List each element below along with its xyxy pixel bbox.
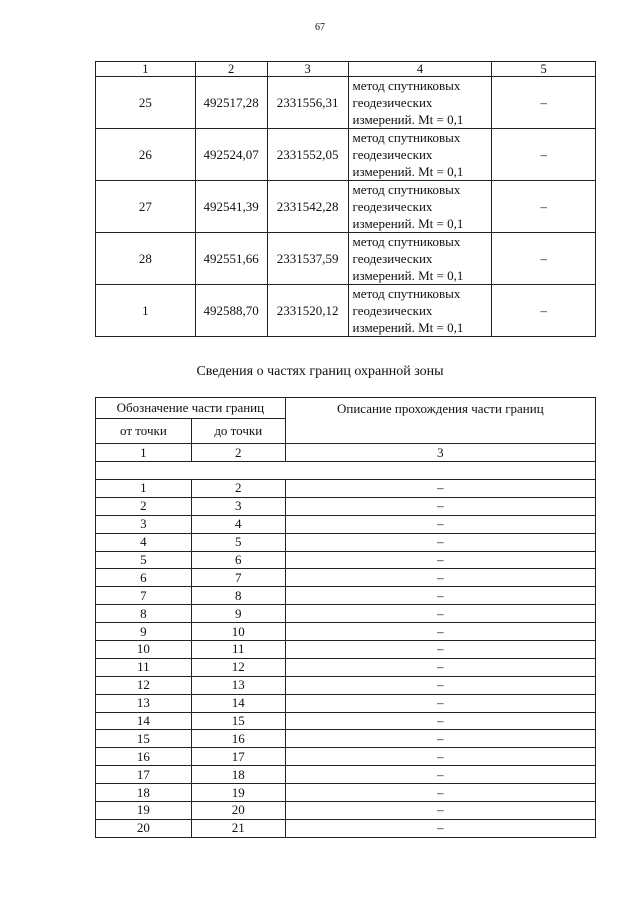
y-coordinate: 2331556,31: [267, 77, 348, 129]
table-row: [96, 77, 596, 129]
boundary-description: –: [285, 515, 595, 533]
coordinates-table-header-row: [96, 62, 596, 77]
x-coordinate: 492524,07: [195, 129, 267, 181]
to-point: 7: [191, 569, 285, 587]
boundary-description: –: [285, 623, 595, 641]
from-point: 6: [96, 569, 192, 587]
method-description: [348, 233, 492, 285]
table-row: [96, 748, 596, 766]
y-coordinate: 2331542,28: [267, 181, 348, 233]
point-number: 25: [96, 77, 196, 129]
method-description-line: метод спутниковых: [352, 182, 461, 197]
coordinates-table: [95, 61, 596, 337]
table-row: [96, 766, 596, 784]
to-point: 2: [191, 480, 285, 498]
from-point: 15: [96, 730, 192, 748]
point-number: 27: [96, 181, 196, 233]
method-description-line: метод спутниковых: [352, 130, 461, 145]
boundary-parts-table-body: [96, 398, 596, 838]
coordinates-table-body: [96, 62, 596, 337]
boundary-description: –: [285, 730, 595, 748]
from-point: 11: [96, 658, 192, 676]
table-row: [96, 658, 596, 676]
to-point: 11: [191, 641, 285, 659]
from-point: 3: [96, 515, 192, 533]
page-number: 67: [315, 22, 325, 33]
method-description-line: геодезических: [352, 303, 433, 318]
boundary-header-row: [96, 398, 596, 419]
boundary-description: –: [285, 819, 595, 837]
table-row: [96, 515, 596, 533]
accuracy-note: –: [492, 129, 596, 181]
method-description-line: геодезических: [352, 147, 433, 162]
accuracy-note: –: [492, 233, 596, 285]
method-description-line: измерений. Mt = 0,1: [352, 216, 464, 231]
boundary-description: –: [285, 802, 595, 820]
from-point: 2: [96, 497, 192, 515]
point-number: 26: [96, 129, 196, 181]
column-number-header: 4: [348, 62, 492, 77]
table-row: [96, 676, 596, 694]
to-point: 3: [191, 497, 285, 515]
table-row: [96, 712, 596, 730]
boundary-description-header: Описание прохождения части границ: [285, 398, 595, 444]
boundary-description: –: [285, 551, 595, 569]
x-coordinate: 492541,39: [195, 181, 267, 233]
accuracy-note: –: [492, 285, 596, 337]
method-description-line: измерений. Mt = 0,1: [352, 112, 464, 127]
method-description: [348, 129, 492, 181]
boundary-description: –: [285, 533, 595, 551]
x-coordinate: 492517,28: [195, 77, 267, 129]
accuracy-note: –: [492, 181, 596, 233]
to-point: 9: [191, 605, 285, 623]
to-point: 4: [191, 515, 285, 533]
table-row: [96, 497, 596, 515]
y-coordinate: 2331552,05: [267, 129, 348, 181]
accuracy-note: –: [492, 77, 596, 129]
boundary-part-designation-header: Обозначение части границ: [96, 398, 286, 419]
x-coordinate: 492551,66: [195, 233, 267, 285]
method-description-line: геодезических: [352, 251, 433, 266]
table-row: [96, 480, 596, 498]
table-row: [96, 819, 596, 837]
table-row: [96, 551, 596, 569]
method-description-line: геодезических: [352, 199, 433, 214]
column-number-header: 1: [96, 62, 196, 77]
to-point: 10: [191, 623, 285, 641]
point-number: 28: [96, 233, 196, 285]
from-point: 19: [96, 802, 192, 820]
boundary-description: –: [285, 694, 595, 712]
section-title: Сведения о частях границ охранной зоны: [196, 364, 444, 379]
to-point: 5: [191, 533, 285, 551]
table-row: [96, 569, 596, 587]
table-row: [96, 233, 596, 285]
from-point: 10: [96, 641, 192, 659]
method-description-line: геодезических: [352, 95, 433, 110]
table-row: [96, 181, 596, 233]
to-point: 6: [191, 551, 285, 569]
from-point-header: от точки: [96, 419, 192, 444]
x-coordinate: 492588,70: [195, 285, 267, 337]
to-point: 12: [191, 658, 285, 676]
from-point: 1: [96, 480, 192, 498]
from-point: 9: [96, 623, 192, 641]
boundary-number-row: [96, 444, 596, 462]
to-point: 17: [191, 748, 285, 766]
to-point: 15: [191, 712, 285, 730]
boundary-description: –: [285, 569, 595, 587]
table-row: [96, 802, 596, 820]
to-point: 13: [191, 676, 285, 694]
method-description: [348, 77, 492, 129]
boundary-description: –: [285, 587, 595, 605]
to-point: 8: [191, 587, 285, 605]
to-point: 21: [191, 819, 285, 837]
to-point: 20: [191, 802, 285, 820]
empty-row: [96, 462, 596, 480]
from-point: 12: [96, 676, 192, 694]
boundary-parts-table: [95, 397, 596, 838]
empty-cell: [96, 462, 596, 480]
method-description-line: метод спутниковых: [352, 234, 461, 249]
point-number: 1: [96, 285, 196, 337]
to-point: 18: [191, 766, 285, 784]
method-description-line: метод спутниковых: [352, 78, 461, 93]
method-description-line: измерений. Mt = 0,1: [352, 320, 464, 335]
column-number-header: 3: [285, 444, 595, 462]
column-number-header: 3: [267, 62, 348, 77]
method-description-line: измерений. Mt = 0,1: [352, 164, 464, 179]
boundary-description: –: [285, 712, 595, 730]
boundary-description: –: [285, 605, 595, 623]
method-description: [348, 181, 492, 233]
boundary-description: –: [285, 784, 595, 802]
column-number-header: 2: [191, 444, 285, 462]
to-point-header: до точки: [191, 419, 285, 444]
table-row: [96, 285, 596, 337]
from-point: 8: [96, 605, 192, 623]
boundary-description: –: [285, 641, 595, 659]
column-number-header: 2: [195, 62, 267, 77]
table-row: [96, 533, 596, 551]
from-point: 20: [96, 819, 192, 837]
from-point: 14: [96, 712, 192, 730]
boundary-description: –: [285, 676, 595, 694]
table-row: [96, 694, 596, 712]
from-point: 17: [96, 766, 192, 784]
from-point: 4: [96, 533, 192, 551]
method-description-line: метод спутниковых: [352, 286, 461, 301]
method-description: [348, 285, 492, 337]
from-point: 13: [96, 694, 192, 712]
from-point: 5: [96, 551, 192, 569]
method-description-line: измерений. Mt = 0,1: [352, 268, 464, 283]
y-coordinate: 2331520,12: [267, 285, 348, 337]
boundary-description: –: [285, 497, 595, 515]
table-row: [96, 605, 596, 623]
table-row: [96, 641, 596, 659]
boundary-description: –: [285, 766, 595, 784]
boundary-description: –: [285, 480, 595, 498]
from-point: 7: [96, 587, 192, 605]
table-row: [96, 129, 596, 181]
to-point: 19: [191, 784, 285, 802]
from-point: 16: [96, 748, 192, 766]
from-point: 18: [96, 784, 192, 802]
to-point: 14: [191, 694, 285, 712]
column-number-header: 1: [96, 444, 192, 462]
table-row: [96, 623, 596, 641]
boundary-description: –: [285, 748, 595, 766]
y-coordinate: 2331537,59: [267, 233, 348, 285]
table-row: [96, 784, 596, 802]
table-row: [96, 587, 596, 605]
column-number-header: 5: [492, 62, 596, 77]
boundary-description: –: [285, 658, 595, 676]
to-point: 16: [191, 730, 285, 748]
table-row: [96, 730, 596, 748]
